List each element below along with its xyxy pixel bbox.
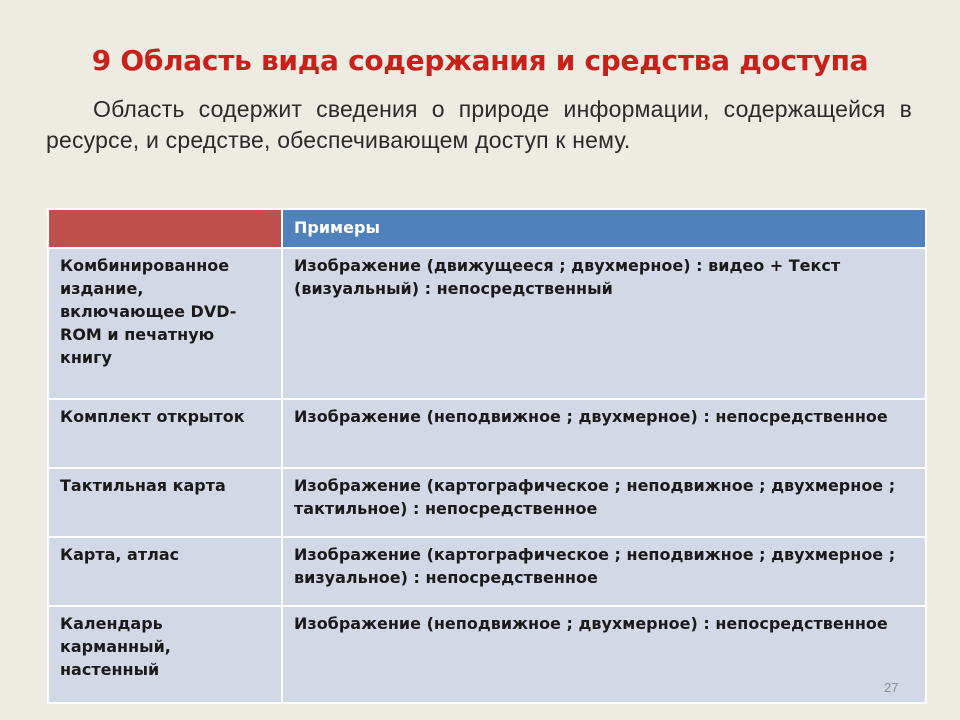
table-row (48, 248, 926, 399)
table-header-row (48, 209, 926, 248)
table-row (48, 468, 926, 537)
table-row (48, 399, 926, 468)
table-cell-object: Комплект открыток (48, 399, 282, 468)
table-row (48, 537, 926, 606)
table-cell-object: Комбинированное издание, включающее DVD-ROM и печатную книгу (48, 248, 282, 399)
table-cell-example: Изображение (неподвижное ; двухмерное) : непосредственное (282, 399, 926, 468)
examples-table (47, 208, 927, 704)
table-cell-example: Изображение (картографическое ; неподвижное ; двухмерное ; визуальное) : непосредственное (282, 537, 926, 606)
table-cell-object: Карта, атлас (48, 537, 282, 606)
slide-title: 9 Область вида содержания и средства доступа (91, 44, 869, 77)
table-cell-example: Изображение (картографическое ; неподвижное ; двухмерное ; тактильное) : непосредственное (282, 468, 926, 537)
table-cell-object: Тактильная карта (48, 468, 282, 537)
table-header-cell-object (48, 209, 282, 248)
page-number: 27 (884, 680, 899, 695)
table-cell-object: Календарь карманный, настенный (48, 606, 282, 703)
table-cell-example: Изображение (неподвижное ; двухмерное) : непосредственное (282, 606, 926, 703)
table-row (48, 606, 926, 703)
intro-paragraph: Область содержит сведения о природе информации, содержащейся в ресурсе, и средстве, обеспечивающем доступ к нему. (46, 96, 912, 153)
table-cell-example: Изображение (движущееся ; двухмерное) : видео + Текст (визуальный) : непосредственный (282, 248, 926, 399)
table-header-cell-examples: Примеры (282, 209, 926, 248)
